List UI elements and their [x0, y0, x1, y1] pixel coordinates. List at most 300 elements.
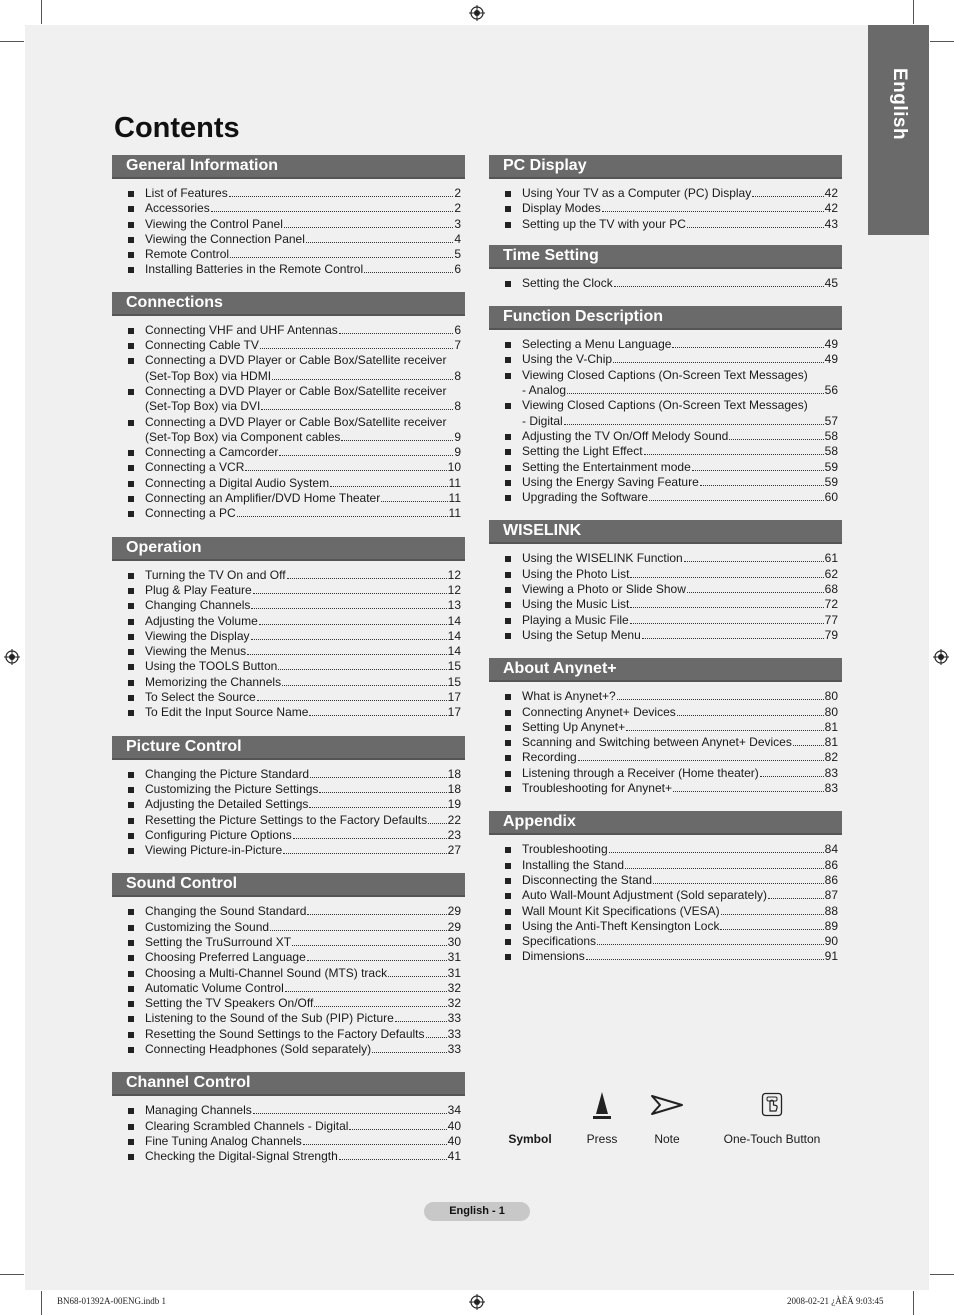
dot-leader	[279, 446, 453, 456]
symbol-heading: Symbol	[508, 1132, 552, 1146]
toc-entry-title: Using the Music List	[522, 597, 630, 612]
dot-leader	[330, 477, 447, 487]
dot-leader	[720, 920, 823, 930]
toc-entry-page: 10	[447, 460, 461, 475]
toc-entry-title: Disconnecting the Stand	[522, 872, 653, 887]
toc-entry-title-line: Connecting a DVD Player or Cable Box/Satellite receiver	[145, 383, 447, 398]
dot-leader	[395, 1012, 447, 1022]
toc-entry-title: Using the Setup Menu	[522, 627, 641, 642]
toc-entry[interactable]	[505, 475, 838, 490]
toc-list	[112, 561, 465, 721]
toc-entry-title-line: Viewing Closed Captions (On-Screen Text Messages)	[522, 367, 808, 382]
dot-leader	[793, 736, 824, 746]
toc-entry-title: Adjusting the Volume	[145, 613, 258, 628]
section-heading: Picture Control	[112, 736, 465, 760]
registration-mark-icon	[4, 649, 20, 665]
toc-entry[interactable]	[128, 476, 461, 491]
toc-entry-title: (Set-Top Box) via HDMI	[145, 368, 272, 383]
dot-leader	[388, 967, 447, 977]
dot-leader	[609, 843, 824, 853]
toc-entry-title: Turning the TV On and Off	[145, 567, 286, 582]
toc-entry[interactable]	[505, 949, 838, 964]
toc-entry[interactable]	[505, 186, 838, 201]
toc-entry-title: Using Your TV as a Computer (PC) Display	[522, 186, 752, 200]
one-touch-button-icon	[761, 1092, 783, 1118]
toc-entry-title: Connecting an Amplifier/DVD Home Theater	[145, 491, 381, 506]
contents-column-left	[112, 155, 465, 1165]
toc-entry[interactable]	[128, 217, 461, 232]
toc-entry-page: 29	[447, 904, 461, 919]
toc-entry[interactable]	[128, 262, 461, 277]
toc-entry[interactable]	[128, 1042, 461, 1057]
toc-entry[interactable]	[505, 352, 838, 367]
dot-leader	[211, 202, 454, 212]
toc-entry-title: Connecting Anynet+ Devices	[522, 704, 676, 719]
dot-leader	[684, 552, 824, 562]
toc-entry-page: 80	[824, 704, 838, 719]
toc-entry-page: 2	[454, 201, 461, 216]
dot-leader	[567, 384, 824, 394]
toc-entry-page: 56	[824, 383, 838, 398]
toc-entry-title: Connecting a Digital Audio System	[145, 475, 330, 490]
toc-entry[interactable]	[505, 444, 838, 459]
section-heading: General Information	[112, 155, 465, 179]
toc-section	[112, 155, 465, 278]
toc-entry-page: 29	[447, 919, 461, 934]
toc-entry-title: Changing the Sound Standard	[145, 904, 307, 919]
note-label: Note	[654, 1132, 680, 1146]
toc-entry-title: Wall Mount Kit Specifications (VESA)	[522, 903, 720, 918]
dot-leader	[564, 415, 824, 425]
toc-list	[112, 316, 465, 522]
dot-leader	[349, 1120, 446, 1130]
dot-leader	[287, 569, 447, 579]
toc-entry-page: 62	[824, 566, 838, 581]
crop-mark	[0, 1274, 24, 1275]
toc-entry-title: Setting up the TV with your PC	[522, 216, 686, 231]
toc-entry-page: 45	[824, 275, 838, 290]
toc-entry-title: Automatic Volume Control	[145, 980, 284, 995]
dot-leader	[768, 889, 824, 899]
toc-entry[interactable]	[505, 919, 838, 934]
toc-list	[112, 897, 465, 1057]
toc-entry-page: 68	[824, 582, 838, 597]
toc-entry-page: 90	[824, 934, 838, 949]
dot-leader	[586, 950, 824, 960]
toc-entry-title: Using the Energy Saving Feature	[522, 474, 699, 489]
toc-entry[interactable]	[128, 186, 461, 201]
toc-entry[interactable]	[128, 659, 461, 674]
toc-entry[interactable]	[128, 828, 461, 843]
toc-entry-page: 86	[824, 857, 838, 872]
toc-entry[interactable]	[505, 368, 838, 399]
toc-entry-title: Upgrading the Software	[522, 490, 649, 505]
toc-entry-page: 86	[824, 872, 838, 887]
toc-entry[interactable]	[505, 628, 838, 643]
toc-entry[interactable]	[505, 613, 838, 628]
toc-entry-title: Using the WISELINK Function	[522, 551, 683, 566]
toc-entry[interactable]	[505, 858, 838, 873]
toc-entry[interactable]	[505, 201, 838, 216]
toc-entry[interactable]	[128, 338, 461, 353]
toc-entry-title: Viewing the Display	[145, 628, 250, 643]
toc-entry-page: 88	[824, 903, 838, 918]
toc-entry[interactable]	[128, 767, 461, 782]
toc-entry[interactable]	[505, 689, 838, 704]
toc-entry-title: Troubleshooting for Anynet+	[522, 781, 672, 796]
toc-entry-page: 9	[454, 445, 461, 460]
crop-mark	[930, 1274, 954, 1275]
toc-entry-page: 13	[447, 598, 461, 613]
toc-list	[112, 1096, 465, 1164]
section-heading: PC Display	[489, 155, 842, 179]
toc-list	[489, 179, 842, 232]
toc-entry[interactable]	[128, 920, 461, 935]
toc-entry-title: Viewing a Photo or Slide Show	[522, 582, 686, 597]
toc-entry-page: 3	[454, 216, 461, 231]
toc-entry[interactable]	[128, 690, 461, 705]
toc-entry[interactable]	[128, 1103, 461, 1118]
dot-leader	[672, 338, 823, 348]
toc-section	[112, 873, 465, 1057]
toc-entry[interactable]	[505, 217, 838, 232]
dot-leader	[341, 431, 453, 441]
dot-leader	[426, 1028, 447, 1038]
toc-entry[interactable]	[128, 813, 461, 828]
dot-leader	[752, 187, 823, 197]
toc-entry[interactable]	[128, 981, 461, 996]
footer-file-name: BN68-01392A-00ENG.indb 1	[57, 1296, 166, 1306]
toc-entry[interactable]	[505, 337, 838, 352]
toc-entry[interactable]	[128, 996, 461, 1011]
dot-leader	[602, 202, 824, 212]
toc-section	[112, 537, 465, 721]
toc-entry[interactable]	[128, 843, 461, 858]
dot-leader	[700, 476, 824, 486]
toc-entry-page: 6	[454, 262, 461, 277]
toc-entry[interactable]	[505, 398, 838, 429]
toc-entry-title: Playing a Music File	[522, 612, 629, 627]
dot-leader	[307, 905, 446, 915]
toc-entry-page: 22	[447, 812, 461, 827]
toc-entry-page: 32	[447, 980, 461, 995]
crop-mark	[0, 41, 24, 42]
toc-entry-page: 33	[447, 1011, 461, 1026]
toc-entry-title: Resetting the Picture Settings to the Factory Defaults	[145, 812, 428, 827]
toc-entry[interactable]	[128, 705, 461, 720]
toc-list	[489, 269, 842, 291]
toc-entry-title: Changing Channels	[145, 598, 251, 613]
toc-entry[interactable]	[505, 460, 838, 475]
toc-entry[interactable]	[505, 842, 838, 857]
toc-entry-title: Adjusting the Detailed Settings	[145, 797, 309, 812]
toc-entry-page: 11	[448, 475, 461, 490]
toc-entry-title: Connecting VHF and UHF Antennas	[145, 322, 338, 337]
toc-entry-page: 14	[447, 644, 461, 659]
toc-entry-title: Setting the TruSurround XT	[145, 934, 292, 949]
dot-leader	[307, 951, 447, 961]
crop-mark	[913, 1291, 914, 1315]
toc-entry-page: 83	[824, 765, 838, 780]
toc-entry[interactable]	[128, 1119, 461, 1134]
dot-leader	[642, 629, 824, 639]
toc-entry[interactable]	[505, 551, 838, 566]
toc-entry[interactable]	[505, 750, 838, 765]
dot-leader	[270, 921, 447, 931]
toc-section	[489, 520, 842, 643]
toc-entry[interactable]	[128, 904, 461, 919]
dot-leader	[630, 568, 823, 578]
dot-leader	[721, 905, 824, 915]
dot-leader	[283, 844, 446, 854]
toc-entry-page: 12	[447, 582, 461, 597]
toc-entry[interactable]	[128, 614, 461, 629]
registration-mark-icon	[933, 649, 949, 665]
toc-entry[interactable]	[128, 445, 461, 460]
dot-leader	[428, 814, 447, 824]
toc-entry-title: Connecting Headphones (Sold separately)	[145, 1042, 372, 1057]
toc-entry-page: 30	[447, 934, 461, 949]
toc-entry-page: 31	[447, 965, 461, 980]
toc-entry[interactable]	[128, 629, 461, 644]
toc-entry-page: 15	[447, 659, 461, 674]
toc-entry-title: Using the Anti-Theft Kensington Lock	[522, 918, 720, 933]
toc-entry[interactable]	[505, 429, 838, 444]
dot-leader	[272, 370, 453, 380]
toc-entry[interactable]	[128, 644, 461, 659]
dot-leader	[339, 324, 454, 334]
dot-leader	[692, 461, 824, 471]
dot-leader	[259, 615, 447, 625]
dot-leader	[306, 233, 453, 243]
dot-leader	[285, 982, 447, 992]
note-icon	[650, 1094, 684, 1116]
toc-list	[112, 760, 465, 859]
toc-entry-page: 61	[824, 551, 838, 566]
toc-entry-title: Troubleshooting	[522, 842, 608, 857]
toc-section	[112, 1072, 465, 1164]
toc-entry[interactable]	[128, 353, 461, 384]
toc-entry-title: Setting the Light Effect	[522, 444, 643, 459]
toc-entry-title: - Digital	[522, 413, 563, 428]
toc-entry-title: (Set-Top Box) via Component cables	[145, 429, 341, 444]
toc-entry[interactable]	[505, 567, 838, 582]
toc-entry-page: 79	[824, 627, 838, 642]
toc-entry[interactable]	[505, 276, 838, 291]
dot-leader	[293, 829, 447, 839]
dot-leader	[292, 936, 447, 946]
dot-leader	[253, 1104, 447, 1114]
toc-entry-page: 9	[454, 429, 461, 444]
toc-entry-page: 27	[447, 843, 461, 858]
dot-leader	[381, 492, 447, 502]
dot-leader	[339, 1150, 447, 1160]
toc-entry[interactable]	[128, 232, 461, 247]
toc-entry[interactable]	[505, 904, 838, 919]
toc-entry-title: Selecting a Menu Language	[522, 337, 672, 352]
toc-entry[interactable]	[505, 873, 838, 888]
toc-entry[interactable]	[128, 966, 461, 981]
toc-section	[112, 736, 465, 859]
toc-entry[interactable]	[505, 766, 838, 781]
toc-entry-page: 49	[824, 352, 838, 367]
dot-leader	[364, 263, 453, 273]
registration-mark-icon	[469, 5, 485, 21]
toc-entry[interactable]	[505, 705, 838, 720]
section-heading: About Anynet+	[489, 658, 842, 682]
toc-entry[interactable]	[128, 415, 461, 446]
toc-entry-page: 40	[447, 1118, 461, 1133]
toc-entry-title: (Set-Top Box) via DVI	[145, 399, 261, 414]
toc-section	[489, 811, 842, 964]
toc-entry-title: Connecting Cable TV	[145, 338, 259, 353]
toc-list	[489, 544, 842, 643]
toc-entry-page: 82	[824, 750, 838, 765]
toc-entry[interactable]	[505, 735, 838, 750]
toc-entry[interactable]	[128, 935, 461, 950]
toc-entry-page: 80	[824, 689, 838, 704]
toc-entry-page: 33	[447, 1026, 461, 1041]
toc-entry-page: 6	[454, 322, 461, 337]
toc-entry-title: Viewing the Connection Panel	[145, 231, 305, 246]
toc-entry-page: 81	[824, 735, 838, 750]
dot-leader	[687, 583, 824, 593]
toc-entry[interactable]	[505, 934, 838, 949]
dot-leader	[245, 461, 446, 471]
toc-entry-page: 11	[448, 491, 461, 506]
toc-entry[interactable]	[128, 568, 461, 583]
toc-section	[489, 306, 842, 505]
dot-leader	[626, 721, 824, 731]
toc-entry-page: 72	[824, 597, 838, 612]
toc-entry-title: What is Anynet+?	[522, 689, 616, 704]
dot-leader	[257, 691, 447, 701]
toc-entry[interactable]	[128, 491, 461, 506]
toc-entry[interactable]	[128, 782, 461, 797]
toc-entry-page: 34	[447, 1103, 461, 1118]
toc-entry-title: Connecting a PC	[145, 506, 236, 521]
toc-entry[interactable]	[505, 582, 838, 597]
toc-entry[interactable]	[505, 888, 838, 903]
toc-entry-title: Scanning and Switching between Anynet+ Devices	[522, 735, 792, 750]
toc-entry-title: Viewing the Control Panel	[145, 216, 283, 231]
section-heading: Sound Control	[112, 873, 465, 897]
toc-entry-page: 84	[824, 842, 838, 857]
toc-entry-title: Using the Photo List	[522, 566, 630, 581]
dot-leader	[309, 706, 446, 716]
toc-entry-page: 5	[454, 247, 461, 262]
dot-leader	[644, 445, 824, 455]
toc-entry-page: 32	[447, 996, 461, 1011]
toc-entry-title: Setting the TV Speakers On/Off	[145, 996, 314, 1011]
language-side-tab	[868, 25, 929, 235]
section-heading: Function Description	[489, 306, 842, 330]
toc-entry-title: Setting the Entertainment mode	[522, 459, 691, 474]
toc-entry-page: 81	[824, 719, 838, 734]
footer-timestamp: 2008-02-21 ¿ÀÈÄ 9:03:45	[787, 1296, 884, 1306]
one-touch-button-label: One-Touch Button	[723, 1132, 821, 1146]
toc-entry-title: Choosing a Multi-Channel Sound (MTS) track	[145, 965, 388, 980]
toc-entry[interactable]	[128, 675, 461, 690]
toc-entry-title: Customizing the Sound	[145, 919, 270, 934]
toc-entry-title: Resetting the Sound Settings to the Factory Defaults	[145, 1026, 425, 1041]
toc-entry-title: Remote Control	[145, 247, 230, 262]
toc-section	[489, 155, 842, 232]
dot-leader	[760, 767, 824, 777]
toc-entry-title-line: Viewing Closed Captions (On-Screen Text Messages)	[522, 398, 808, 413]
toc-entry[interactable]	[128, 797, 461, 812]
toc-entry[interactable]	[128, 201, 461, 216]
toc-entry-title: Clearing Scrambled Channels - Digital	[145, 1118, 349, 1133]
toc-list	[489, 330, 842, 505]
toc-entry-page: 18	[447, 781, 461, 796]
dot-leader	[260, 339, 453, 349]
dot-leader	[630, 598, 823, 608]
toc-entry-title-line: Connecting a DVD Player or Cable Box/Satellite receiver	[145, 414, 447, 429]
toc-entry[interactable]	[128, 583, 461, 598]
toc-entry-title: Configuring Picture Options	[145, 827, 292, 842]
toc-entry[interactable]	[128, 506, 461, 521]
toc-entry-page: 58	[824, 428, 838, 443]
toc-entry-title: Accessories	[145, 201, 210, 216]
toc-entry[interactable]	[128, 247, 461, 262]
toc-entry[interactable]	[128, 1027, 461, 1042]
section-heading: WISELINK	[489, 520, 842, 544]
toc-entry-page: 42	[824, 201, 838, 216]
toc-entry[interactable]	[505, 720, 838, 735]
toc-entry-page: 31	[447, 950, 461, 965]
toc-entry-page: 87	[824, 888, 838, 903]
toc-entry[interactable]	[505, 490, 838, 505]
registration-mark-icon	[469, 1294, 485, 1310]
toc-entry[interactable]	[128, 1011, 461, 1026]
toc-entry-title: Memorizing the Channels	[145, 674, 282, 689]
crop-mark	[41, 0, 42, 24]
dot-leader	[284, 218, 453, 228]
toc-entry[interactable]	[128, 323, 461, 338]
toc-entry-page: 89	[824, 918, 838, 933]
dot-leader	[578, 751, 824, 761]
dot-leader	[282, 676, 447, 686]
toc-entry[interactable]	[128, 950, 461, 965]
toc-entry[interactable]	[128, 460, 461, 475]
toc-entry-title: List of Features	[145, 186, 228, 200]
toc-entry-title: To Select the Source	[145, 690, 256, 705]
toc-entry[interactable]	[128, 1149, 461, 1164]
dot-leader	[687, 218, 824, 228]
toc-entry-page: 42	[824, 186, 838, 200]
toc-entry-title: Managing Channels	[145, 1103, 252, 1118]
toc-entry[interactable]	[505, 597, 838, 612]
toc-entry-page: 7	[454, 338, 461, 353]
toc-entry-title: Auto Wall-Mount Adjustment (Sold separately)	[522, 888, 767, 903]
dot-leader	[653, 874, 824, 884]
toc-entry[interactable]	[128, 1134, 461, 1149]
crop-mark	[41, 1291, 42, 1315]
toc-entry[interactable]	[128, 384, 461, 415]
toc-entry-page: 14	[447, 628, 461, 643]
toc-list	[112, 179, 465, 278]
dot-leader	[253, 584, 447, 594]
toc-entry-title: Listening to the Sound of the Sub (PIP) Picture	[145, 1011, 394, 1026]
toc-entry-page: 19	[447, 797, 461, 812]
toc-entry[interactable]	[128, 598, 461, 613]
toc-entry-title: Display Modes	[522, 201, 601, 216]
toc-entry-page: 18	[447, 766, 461, 781]
toc-entry[interactable]	[505, 781, 838, 796]
dot-leader	[617, 690, 824, 700]
dot-leader	[613, 353, 824, 363]
